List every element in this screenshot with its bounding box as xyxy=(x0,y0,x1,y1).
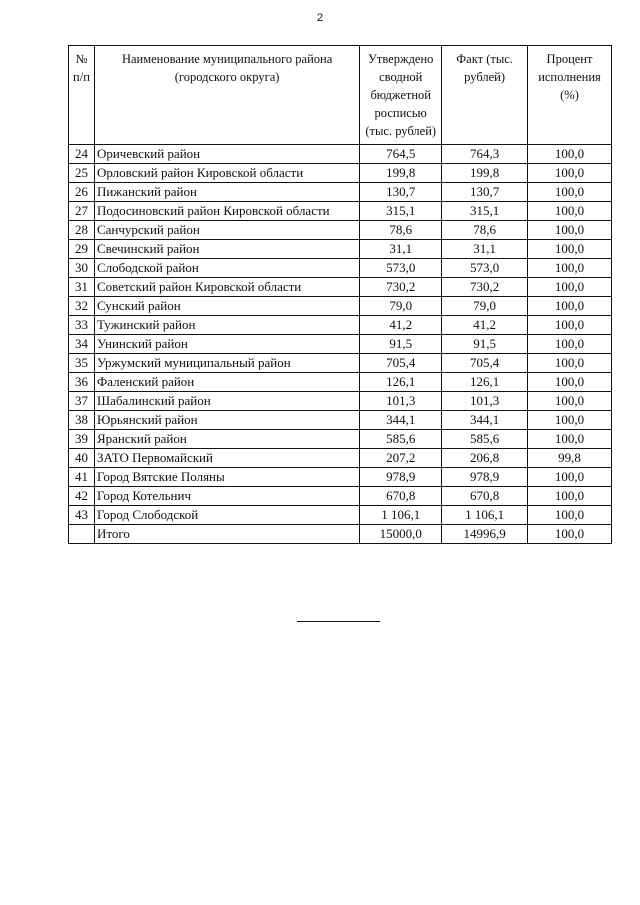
row-num: 32 xyxy=(69,297,95,316)
row-percent: 100,0 xyxy=(528,392,612,411)
row-num: 42 xyxy=(69,487,95,506)
row-approved: 705,4 xyxy=(360,354,442,373)
row-percent: 100,0 xyxy=(528,411,612,430)
row-approved: 207,2 xyxy=(360,449,442,468)
row-num: 26 xyxy=(69,183,95,202)
row-approved: 199,8 xyxy=(360,164,442,183)
row-num: 36 xyxy=(69,373,95,392)
row-fact: 705,4 xyxy=(442,354,528,373)
row-name: Яранский район xyxy=(94,430,359,449)
row-fact: 14996,9 xyxy=(442,525,528,544)
row-approved: 585,6 xyxy=(360,430,442,449)
row-percent: 100,0 xyxy=(528,259,612,278)
row-fact: 670,8 xyxy=(442,487,528,506)
row-name: Оричевский район xyxy=(94,145,359,164)
row-fact: 573,0 xyxy=(442,259,528,278)
row-fact: 764,3 xyxy=(442,145,528,164)
row-name: Фаленский район xyxy=(94,373,359,392)
row-num: 31 xyxy=(69,278,95,297)
row-num: 24 xyxy=(69,145,95,164)
row-name: ЗАТО Первомайский xyxy=(94,449,359,468)
row-approved: 344,1 xyxy=(360,411,442,430)
row-fact: 101,3 xyxy=(442,392,528,411)
row-percent: 100,0 xyxy=(528,221,612,240)
row-name: Уржумский муниципальный район xyxy=(94,354,359,373)
row-fact: 978,9 xyxy=(442,468,528,487)
row-percent: 100,0 xyxy=(528,183,612,202)
row-fact: 1 106,1 xyxy=(442,506,528,525)
header-name: Наименование муниципального района (городского округа) xyxy=(94,46,359,145)
budget-execution-table xyxy=(68,45,612,544)
row-name: Шабалинский район xyxy=(94,392,359,411)
row-percent: 100,0 xyxy=(528,487,612,506)
row-percent: 100,0 xyxy=(528,164,612,183)
header-fact: Факт (тыс. рублей) xyxy=(442,46,528,145)
table-row xyxy=(69,487,612,506)
row-name: Унинский район xyxy=(94,335,359,354)
row-approved: 101,3 xyxy=(360,392,442,411)
row-approved: 573,0 xyxy=(360,259,442,278)
row-percent: 100,0 xyxy=(528,354,612,373)
table-row xyxy=(69,145,612,164)
row-name: Юрьянский район xyxy=(94,411,359,430)
row-approved: 79,0 xyxy=(360,297,442,316)
row-name: Советский район Кировской области xyxy=(94,278,359,297)
row-name: Орловский район Кировской области xyxy=(94,164,359,183)
row-num: 40 xyxy=(69,449,95,468)
row-name: Сунский район xyxy=(94,297,359,316)
table-row xyxy=(69,278,612,297)
row-percent: 100,0 xyxy=(528,316,612,335)
row-fact: 126,1 xyxy=(442,373,528,392)
table-row xyxy=(69,202,612,221)
row-fact: 344,1 xyxy=(442,411,528,430)
row-percent: 100,0 xyxy=(528,145,612,164)
row-name: Город Слободской xyxy=(94,506,359,525)
row-approved: 41,2 xyxy=(360,316,442,335)
row-name: Город Котельнич xyxy=(94,487,359,506)
table-row xyxy=(69,259,612,278)
row-approved: 78,6 xyxy=(360,221,442,240)
table-row xyxy=(69,430,612,449)
page-number: 2 xyxy=(316,12,324,24)
row-num: 38 xyxy=(69,411,95,430)
row-percent: 100,0 xyxy=(528,297,612,316)
table-row xyxy=(69,449,612,468)
row-num: 34 xyxy=(69,335,95,354)
table-row xyxy=(69,335,612,354)
row-name: Пижанский район xyxy=(94,183,359,202)
row-approved: 91,5 xyxy=(360,335,442,354)
row-num: 29 xyxy=(69,240,95,259)
row-fact: 91,5 xyxy=(442,335,528,354)
row-percent: 100,0 xyxy=(528,202,612,221)
row-percent: 100,0 xyxy=(528,373,612,392)
row-fact: 41,2 xyxy=(442,316,528,335)
row-approved: 315,1 xyxy=(360,202,442,221)
table-row xyxy=(69,373,612,392)
table-header-row xyxy=(69,46,612,145)
row-num: 43 xyxy=(69,506,95,525)
row-num: 35 xyxy=(69,354,95,373)
row-num: 37 xyxy=(69,392,95,411)
row-fact: 585,6 xyxy=(442,430,528,449)
header-num: № п/п xyxy=(69,46,95,145)
header-percent: Процент исполнения (%) xyxy=(528,46,612,145)
row-percent: 100,0 xyxy=(528,468,612,487)
table-row-total xyxy=(69,525,612,544)
row-num xyxy=(69,525,95,544)
row-percent: 100,0 xyxy=(528,430,612,449)
table-body xyxy=(69,145,612,544)
row-percent: 100,0 xyxy=(528,240,612,259)
row-fact: 199,8 xyxy=(442,164,528,183)
row-name: Подосиновский район Кировской области xyxy=(94,202,359,221)
row-num: 33 xyxy=(69,316,95,335)
row-approved: 126,1 xyxy=(360,373,442,392)
row-approved: 978,9 xyxy=(360,468,442,487)
table-row xyxy=(69,316,612,335)
row-approved: 31,1 xyxy=(360,240,442,259)
row-approved: 764,5 xyxy=(360,145,442,164)
row-num: 28 xyxy=(69,221,95,240)
row-fact: 78,6 xyxy=(442,221,528,240)
row-fact: 206,8 xyxy=(442,449,528,468)
row-num: 39 xyxy=(69,430,95,449)
row-num: 41 xyxy=(69,468,95,487)
table-row xyxy=(69,164,612,183)
row-percent: 100,0 xyxy=(528,506,612,525)
table-row xyxy=(69,240,612,259)
row-num: 25 xyxy=(69,164,95,183)
row-approved: 1 106,1 xyxy=(360,506,442,525)
row-num: 27 xyxy=(69,202,95,221)
row-fact: 315,1 xyxy=(442,202,528,221)
row-fact: 79,0 xyxy=(442,297,528,316)
table-row xyxy=(69,297,612,316)
table-row xyxy=(69,183,612,202)
row-approved: 670,8 xyxy=(360,487,442,506)
table-row xyxy=(69,468,612,487)
table-row xyxy=(69,392,612,411)
header-approved: Утверждено сводной бюджетной росписью (тыс. рублей) xyxy=(360,46,442,145)
row-fact: 31,1 xyxy=(442,240,528,259)
table-row xyxy=(69,354,612,373)
table-row xyxy=(69,411,612,430)
row-percent: 99,8 xyxy=(528,449,612,468)
row-fact: 730,2 xyxy=(442,278,528,297)
row-percent: 100,0 xyxy=(528,278,612,297)
table-row xyxy=(69,221,612,240)
row-approved: 730,2 xyxy=(360,278,442,297)
row-name: Слободской район xyxy=(94,259,359,278)
row-approved: 15000,0 xyxy=(360,525,442,544)
row-approved: 130,7 xyxy=(360,183,442,202)
row-fact: 130,7 xyxy=(442,183,528,202)
row-name: Город Вятские Поляны xyxy=(94,468,359,487)
row-num: 30 xyxy=(69,259,95,278)
row-name: Свечинский район xyxy=(94,240,359,259)
row-percent: 100,0 xyxy=(528,335,612,354)
table-row xyxy=(69,506,612,525)
row-percent: 100,0 xyxy=(528,525,612,544)
row-name: Тужинский район xyxy=(94,316,359,335)
row-name: Санчурский район xyxy=(94,221,359,240)
closing-line xyxy=(297,621,380,622)
row-name: Итого xyxy=(94,525,359,544)
